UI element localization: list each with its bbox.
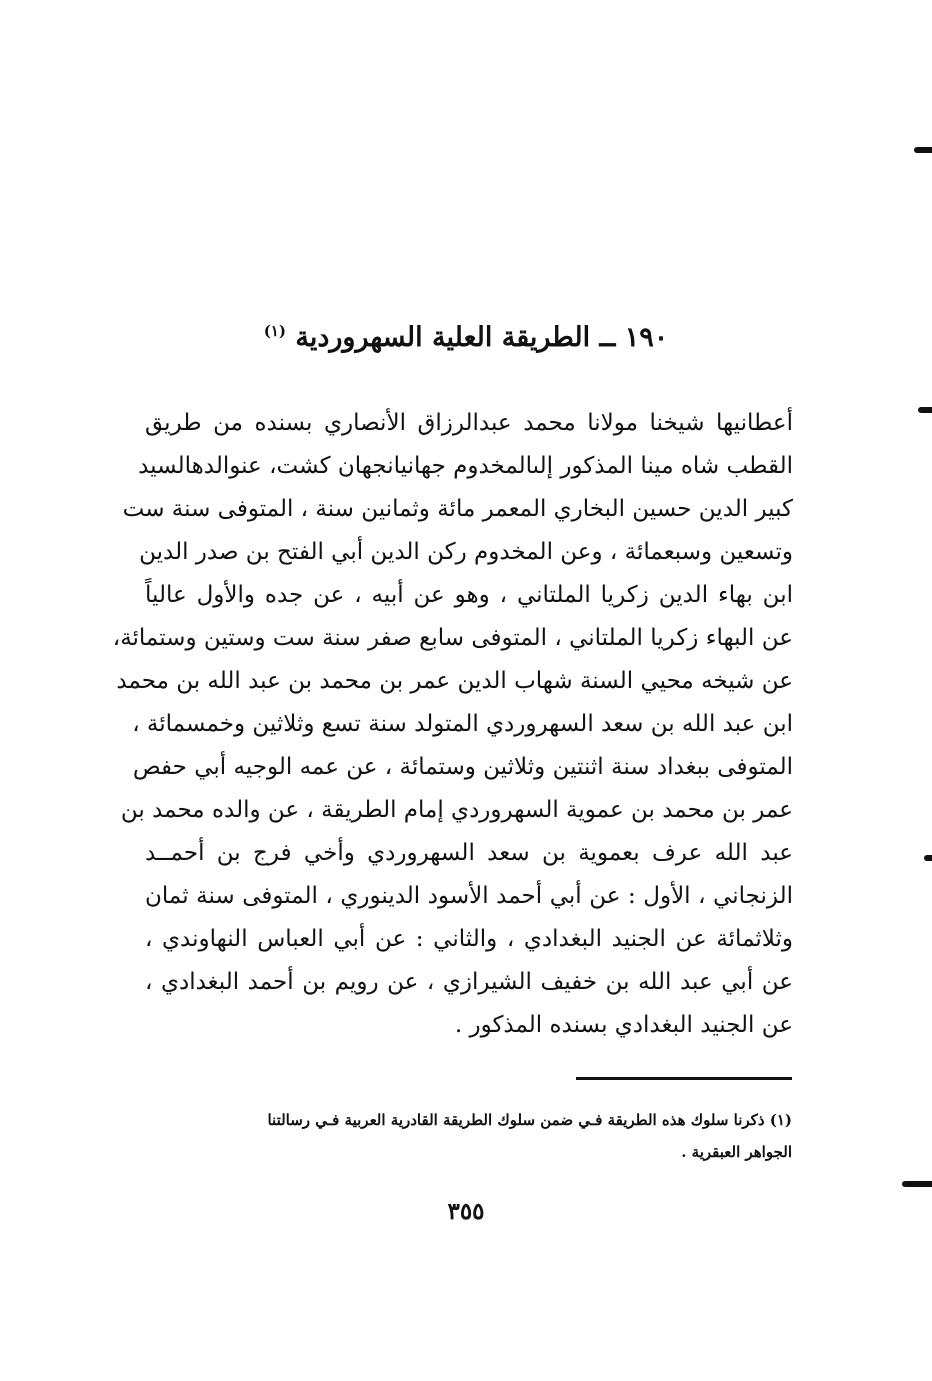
margin-mark [918, 407, 932, 413]
body-line: وثلاثمائة عن الجنيد البغدادي ، والثاني : عن أبي العباس النهاوندي ، [145, 926, 793, 952]
body-line: عن أبي عبد الله بن خفيف الشيرازي ، عن رويم بن أحمد البغدادي ، [145, 969, 793, 995]
body-line: وتسعين وسبعمائة ، وعن المخدوم ركن الدين أبي الفتح بن صدر الدين [139, 539, 793, 565]
footnote-reference: (١) [263, 322, 286, 340]
body-paragraph [112, 402, 793, 1047]
footnote-divider [576, 1077, 792, 1080]
margin-mark [902, 1181, 932, 1187]
margin-mark [924, 855, 932, 861]
page-number: ٣٥٥ [447, 1198, 485, 1225]
body-line: عمر بن محمد بن عموية السهروردي إمام الطريقة ، عن والده محمد بن [120, 797, 793, 823]
body-line: عن الجنيد البغدادي بسنده المذكور . [454, 1012, 793, 1038]
body-line: أعطانيها شيخنا مولانا محمد عبدالرزاق الأنصاري بسنده من طريق [145, 410, 793, 436]
body-line: ابن عبد الله بن سعد السهروردي المتولد سنة تسع وثلاثين وخمسمائة ، [132, 711, 793, 737]
body-line: عن شيخه محيي السنة شهاب الدين عمر بن محمد بن عبد الله بن محمد [116, 668, 793, 694]
footnote-line: (١) ذكرنا سلوك هذه الطريقة فـي ضمن سلوك الطريقة القادرية العربية فـي رسالتنا [267, 1111, 792, 1129]
margin-mark [914, 147, 932, 153]
body-line: عن البهاء زكريا الملتاني ، المتوفى سابع صفر سنة ست وستين وستمائة، [112, 625, 793, 651]
section-heading [150, 322, 782, 353]
body-line: ابن بهاء الدين زكريا الملتاني ، وهو عن أبيه ، عن جده والأول عالياً [145, 582, 793, 608]
footnote [128, 1104, 792, 1168]
footnote-line: الجواهر العبقرية . [681, 1143, 792, 1161]
body-line: القطب شاه مينا المذكور إلىالمخدوم جهانيانجهان كشت، عنوالدهالسيد [138, 453, 793, 479]
body-line: عبد الله عرف بعموية بن سعد السهروردي وأخي فرج بن أحمــد [145, 840, 793, 866]
body-line: الزنجاني ، الأول : عن أبي أحمد الأسود الدينوري ، المتوفى سنة ثمان [145, 883, 793, 909]
section-title: ١٩٠ ــ الطريقة العلية السهروردية [295, 322, 669, 353]
body-line: كبير الدين حسين البخاري المعمر مائة وثمانين سنة ، المتوفى سنة ست [122, 496, 793, 522]
body-line: المتوفى ببغداد سنة اثنتين وثلاثين وستمائة ، عن عمه الوجيه أبي حفص [132, 754, 793, 780]
